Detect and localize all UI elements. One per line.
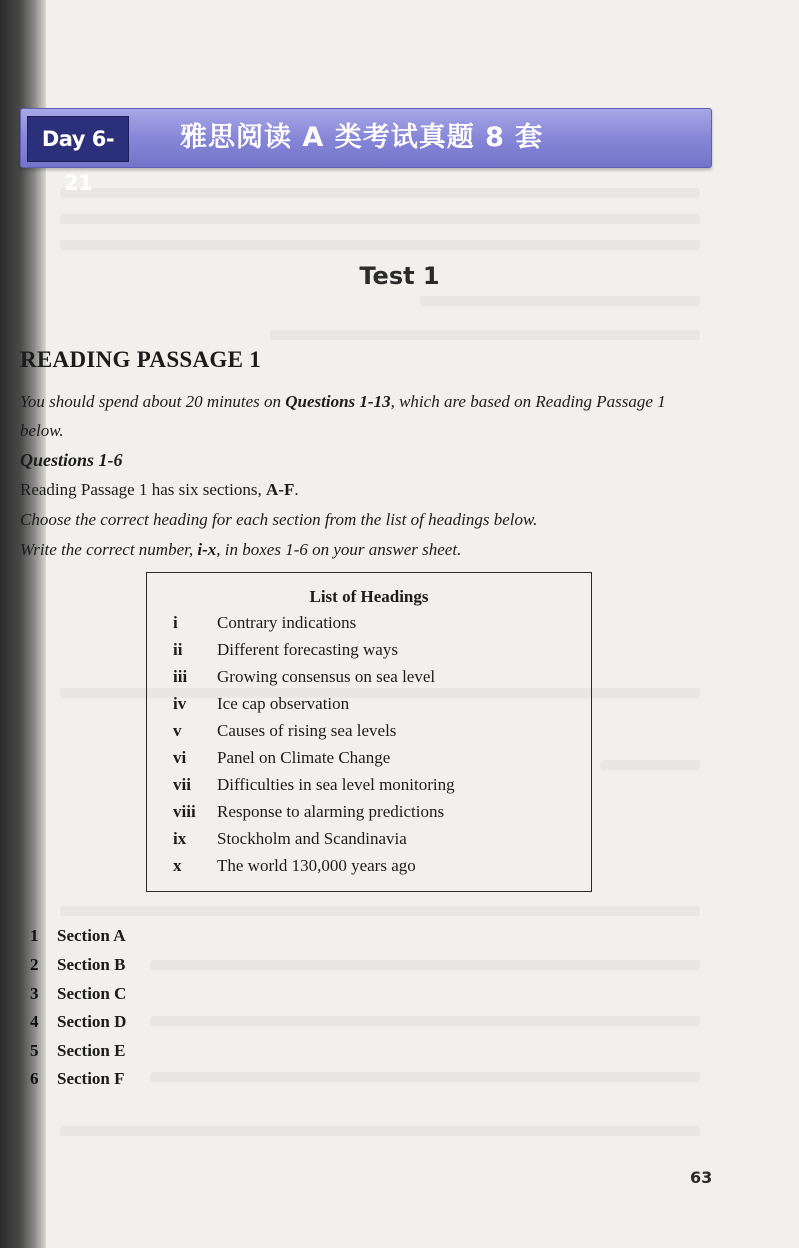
heading-text: Ice cap observation: [217, 694, 350, 713]
task-text: Write the correct number,: [20, 540, 198, 559]
heading-numeral: x: [173, 856, 182, 875]
show-through: [60, 906, 700, 916]
section-label: Section A: [57, 926, 126, 945]
test-title: Test 1: [359, 262, 440, 290]
show-through: [60, 214, 700, 224]
heading-text: Growing consensus on sea level: [217, 667, 436, 686]
heading-numeral: ii: [173, 640, 183, 659]
instruction-questions-range: Questions 1-13: [285, 392, 391, 411]
heading-numeral: viii: [173, 802, 196, 821]
heading-item: [147, 640, 591, 667]
question-number: 1: [30, 926, 39, 945]
section-label: Section C: [57, 984, 127, 1003]
questions-heading: Questions 1-6: [20, 450, 123, 470]
heading-item: [147, 802, 591, 829]
heading-item: [147, 856, 591, 883]
heading-item: [147, 775, 591, 802]
page-number: 63: [690, 1168, 713, 1187]
heading-item: [147, 694, 591, 721]
show-through: [420, 296, 700, 306]
show-through: [150, 960, 700, 970]
heading-numeral: vi: [173, 748, 187, 767]
headings-box-title: List of Headings: [309, 587, 429, 606]
heading-item: [147, 721, 591, 748]
question-number: 6: [30, 1069, 39, 1088]
heading-numeral: vii: [173, 775, 191, 794]
heading-numeral: iii: [173, 667, 188, 686]
task-text: , in boxes 1-6 on your answer sheet.: [216, 540, 462, 559]
task-line-2: Choose the correct heading for each section from the list of headings below.: [20, 510, 538, 529]
task-text: .: [294, 480, 299, 499]
heading-text: Different forecasting ways: [217, 640, 398, 659]
heading-text: Response to alarming predictions: [217, 802, 445, 821]
show-through: [60, 1126, 700, 1136]
question-number: 2: [30, 955, 39, 974]
chapter-title: 雅思阅读 A 类考试真题 8 套: [180, 122, 544, 153]
show-through: [150, 1016, 700, 1026]
heading-text: Difficulties in sea level monitoring: [217, 775, 455, 794]
task-line-3: [20, 540, 461, 560]
heading-text: The world 130,000 years ago: [217, 856, 416, 875]
section-label: Section E: [57, 1041, 126, 1060]
day-badge: Day 6-21: [27, 116, 129, 162]
heading-numeral: ix: [173, 829, 187, 848]
question-number: 3: [30, 984, 39, 1003]
heading-text: Stockholm and Scandinavia: [217, 829, 407, 848]
instruction-text: , which are based on Reading Passage 1: [390, 392, 666, 411]
section-label: Section B: [57, 955, 126, 974]
heading-text: Causes of rising sea levels: [217, 721, 397, 740]
show-through: [150, 1072, 700, 1082]
heading-item: [147, 748, 591, 775]
section-label: Section F: [57, 1069, 125, 1088]
heading-item: [147, 667, 591, 694]
task-line-1: [20, 480, 299, 500]
instruction-line-1: [20, 392, 666, 412]
heading-item: [147, 829, 591, 856]
heading-item: [147, 613, 591, 640]
show-through: [600, 760, 700, 770]
heading-text: Contrary indications: [217, 613, 357, 632]
question-number: 4: [30, 1012, 39, 1031]
heading-text: Panel on Climate Change: [217, 748, 391, 767]
heading-numeral: iv: [173, 694, 187, 713]
task-text: Reading Passage 1 has six sections,: [20, 480, 266, 499]
passage-heading: READING PASSAGE 1: [20, 347, 262, 372]
show-through: [270, 330, 700, 340]
heading-numeral: v: [173, 721, 182, 740]
show-through: [60, 188, 700, 198]
instruction-text: You should spend about 20 minutes on: [20, 392, 286, 411]
list-of-headings-box: [146, 572, 592, 892]
show-through: [60, 240, 700, 250]
question-number: 5: [30, 1041, 39, 1060]
task-heading-range: i-x: [197, 540, 217, 559]
heading-numeral: i: [173, 613, 178, 632]
task-sections-range: A-F: [266, 480, 295, 499]
section-label: Section D: [57, 1012, 127, 1031]
instruction-line-2: below.: [20, 421, 64, 440]
